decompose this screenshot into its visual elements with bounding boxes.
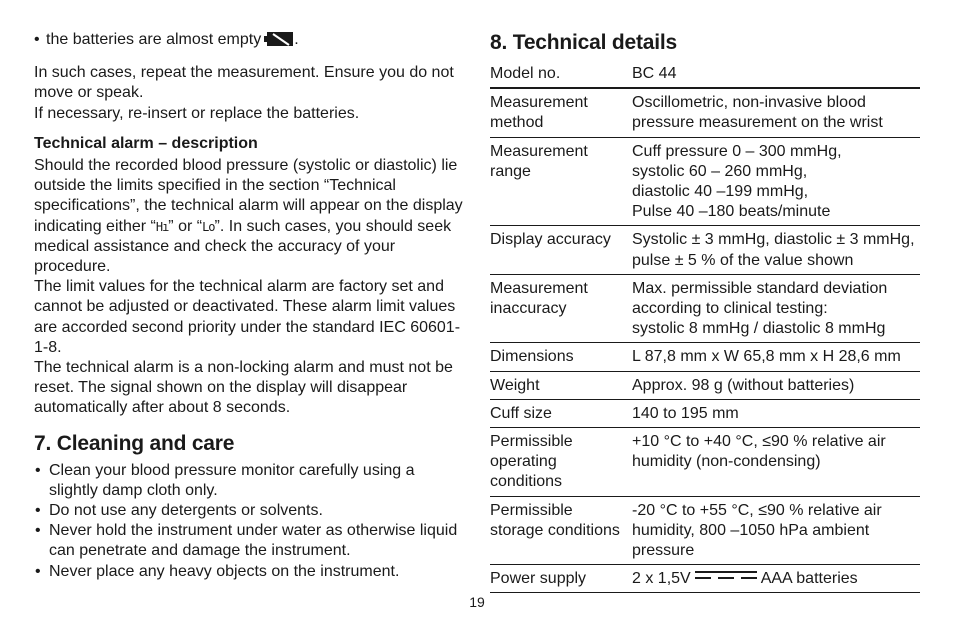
spec-value: 140 to 195 mm — [632, 404, 739, 422]
page-number: 19 — [469, 594, 485, 610]
spec-label: Model no. — [490, 65, 561, 82]
cleaning-list — [34, 461, 464, 582]
left-column — [34, 30, 464, 582]
alarm-paragraph-2: The limit values for the technical alarm are factory set and cannot be adjusted or deactivated. These alarm limit values are accorded second priority under the standard IEC 60601-1-8. — [34, 278, 461, 356]
spec-value-line: diastolic 40 –199 mmHg, — [632, 183, 809, 201]
spec-label: Measurement range — [490, 142, 588, 180]
alarm-paragraph-3: The technical alarm is a non-locking alarm and must not be reset. The signal shown on the display will disappear automatically after about 8 seconds. — [34, 359, 453, 417]
alarm-paragraph-1 — [34, 156, 464, 277]
battery-empty-icon — [264, 31, 294, 53]
lcd-lo-symbol: Lo — [202, 219, 215, 234]
spec-value: -20 °C to +55 °C, ≤90 % relative air humidity, 800 –1050 hPa ambient pressure — [632, 501, 882, 560]
table-row — [490, 88, 920, 137]
technical-details-heading: 8. Technical details — [490, 31, 678, 54]
table-row — [490, 226, 920, 274]
spec-label: Cuff size — [490, 404, 552, 422]
spec-value-line: systolic 8 mmHg / diastolic 8 mmHg — [632, 320, 886, 338]
spec-label: Permissible operating conditions — [490, 433, 573, 491]
spec-value — [632, 565, 920, 593]
lcd-hi-symbol: Hı — [155, 219, 169, 234]
table-row — [490, 399, 920, 427]
cleaning-item: • Never place any heavy objects on the instrument. — [34, 562, 464, 582]
spec-label: Permissible storage conditions — [490, 501, 620, 539]
spec-value-line: according to clinical testing: — [632, 300, 828, 318]
spec-label: Dimensions — [490, 348, 574, 366]
alarm-heading: Technical alarm – description — [34, 134, 258, 152]
spec-value — [632, 274, 920, 343]
spec-value-line: Cuff pressure 0 – 300 mmHg, — [632, 142, 842, 160]
table-row — [490, 274, 920, 343]
cleaning-heading: 7. Cleaning and care — [34, 431, 235, 455]
reinsert-paragraph: If necessary, re-insert or replace the batteries. — [34, 104, 360, 122]
spec-label: Measurement inaccuracy — [490, 279, 588, 318]
table-row — [490, 428, 920, 497]
alarm-p1-text-a: Should the recorded blood pressure (systolic or diastolic) lie outside the limits specified in the section “Technical specifications”, the technical alarm will appear on the display indicating either “ — [34, 157, 463, 235]
table-row — [490, 371, 920, 399]
spec-value-line: Pulse 40 –180 beats/minute — [632, 203, 831, 221]
power-battery-type: AAA batteries — [760, 570, 858, 588]
right-column — [490, 30, 920, 593]
table-row — [490, 496, 920, 565]
battery-bullet-text: the batteries are almost empty — [46, 31, 262, 48]
table-row — [490, 137, 920, 226]
spec-label: Power supply — [490, 570, 587, 588]
cleaning-item: • Clean your blood pressure monitor carefully using a slightly damp cloth only. — [34, 461, 464, 501]
table-row — [490, 60, 920, 88]
spec-value: L 87,8 mm x W 65,8 mm x H 28,6 mm — [632, 348, 901, 366]
spec-value-line: systolic 60 – 260 mmHg, — [632, 162, 808, 180]
spec-label: Weight — [490, 376, 540, 394]
spec-label: Display accuracy — [490, 231, 611, 249]
table-row — [490, 565, 920, 593]
spec-value: +10 °C to +40 °C, ≤90 % relative air humidity (non-condensing) — [632, 433, 886, 471]
repeat-paragraph: In such cases, repeat the measurement. Ensure you do not move or speak. — [34, 64, 454, 102]
spec-value: Approx. 98 g (without batteries) — [632, 376, 855, 394]
table-row — [490, 343, 920, 371]
spec-value: Oscillometric, non-invasive blood pressure measurement on the wrist — [632, 94, 883, 132]
direct-current-icon — [695, 571, 757, 581]
cleaning-item: • Never hold the instrument under water as otherwise liquid can penetrate and damage the instrument. — [34, 521, 464, 561]
battery-bullet-period: . — [294, 31, 299, 48]
alarm-p1-text-c: ”. In such cases, you should seek medical assistance and check the accuracy of your procedure. — [34, 217, 452, 276]
spec-value — [632, 137, 920, 226]
battery-bullet — [34, 30, 464, 53]
cleaning-item: • Do not use any detergents or solvents. — [34, 501, 464, 521]
alarm-p1-text-b: ” or “ — [168, 217, 203, 235]
spec-value-line: Max. permissible standard deviation — [632, 279, 888, 297]
spec-value: BC 44 — [632, 65, 677, 82]
power-voltage: 2 x 1,5V — [632, 570, 691, 588]
spec-value: Systolic ± 3 mmHg, diastolic ± 3 mmHg, pulse ± 5 % of the value shown — [632, 231, 915, 269]
spec-label: Measurement method — [490, 94, 588, 132]
specs-table — [490, 60, 920, 593]
